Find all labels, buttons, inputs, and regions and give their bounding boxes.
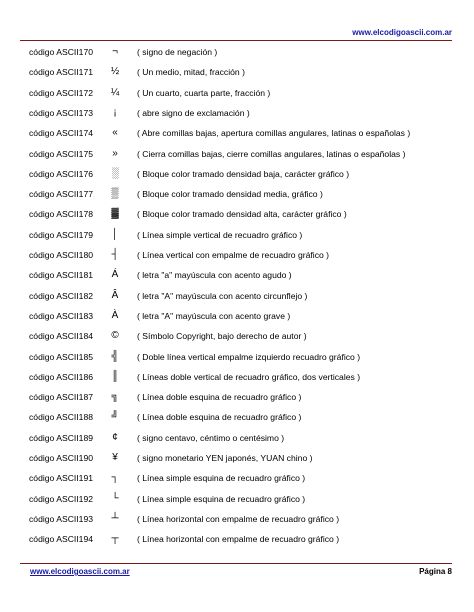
ascii-character: ║ [111,370,119,382]
character-description: ( Bloque color tramado densidad alta, carácter gráfico ) [137,209,347,220]
ascii-code-label: código ASCII194 [29,534,94,545]
ascii-character: À [111,309,119,321]
ascii-character: ▒ [111,188,119,200]
table-row [0,145,474,165]
ascii-code-label: código ASCII191 [29,473,94,484]
ascii-character: ╣ [111,350,119,362]
ascii-code-label: código ASCII172 [29,87,94,98]
table-row [0,408,474,428]
character-description: ( Abre comillas bajas, apertura comillas angulares, latinas o españolas ) [137,128,411,139]
table-row [0,368,474,388]
table-row [0,348,474,368]
ascii-code-label: código ASCII187 [29,392,94,403]
ascii-code-label: código ASCII184 [29,331,94,342]
ascii-code-label: código ASCII183 [29,310,94,321]
character-description: ( signo centavo, céntimo o centésimo ) [137,432,285,443]
ascii-character: ░ [111,167,119,179]
ascii-character: ½ [110,66,120,78]
table-row [0,469,474,489]
ascii-character: ¬ [112,46,118,57]
ascii-code-label: código ASCII173 [29,107,94,118]
ascii-character: ┬ [111,533,119,545]
ascii-code-label: código ASCII188 [29,412,94,423]
ascii-code-label: código ASCII181 [29,270,94,281]
table-row [0,429,474,449]
table-row [0,307,474,327]
character-description: ( Líneas doble vertical de recuadro gráfico, dos verticales ) [137,371,361,382]
ascii-code-label: código ASCII178 [29,209,94,220]
table-row [0,205,474,225]
ascii-character: ¡ [113,106,117,118]
ascii-character: ╝ [111,411,119,423]
character-description: ( abre signo de exclamación ) [137,107,250,118]
ascii-code-label: código ASCII193 [29,513,94,524]
table-row [0,530,474,550]
character-description: ( signo monetario YEN japonés, YUAN chino ) [137,453,313,463]
ascii-code-label: código ASCII177 [29,189,94,200]
ascii-character: « [112,127,118,139]
footer-url-link[interactable]: www.elcodigoascii.com.ar [30,567,130,576]
character-description: ( letra "A" mayúscula con acento circunflejo ) [137,290,308,301]
ascii-code-label: código ASCII176 [29,168,94,179]
ascii-code-label: código ASCII182 [29,290,94,301]
character-description: ( Línea simple esquina de recuadro gráfico ) [137,493,306,504]
character-description: ( letra "A" mayúscula con acento grave ) [137,310,291,321]
page-number: Página 8 [419,567,452,576]
table-row [0,63,474,83]
ascii-character: │ [111,228,119,240]
ascii-code-label: código ASCII192 [29,493,94,504]
ascii-character: © [111,330,119,342]
header-rule [20,40,452,41]
character-description: ( Línea vertical con empalme de recuadro gráfico ) [137,250,330,260]
table-row [0,104,474,124]
table-row [0,165,474,185]
header-url[interactable]: www.elcodigoascii.com.ar [352,28,452,37]
table-row [0,266,474,286]
table-row [0,449,474,469]
character-description: ( Línea horizontal con empalme de recuadro gráfico ) [137,534,340,545]
ascii-character: └ [111,492,119,504]
ascii-character: ¼ [110,86,120,98]
character-description: ( Un cuarto, cuarta parte, fracción ) [137,87,271,98]
ascii-code-label: código ASCII186 [29,371,94,382]
character-description: ( Cierra comillas bajas, cierre comillas angulares, latinas o españolas ) [137,148,406,159]
ascii-code-label: código ASCII179 [29,229,94,240]
table-row [0,490,474,510]
ascii-code-label: código ASCII180 [29,250,94,260]
character-description: ( signo de negación ) [137,47,218,57]
ascii-character: ¥ [112,452,118,463]
ascii-code-label: código ASCII171 [29,67,94,78]
table-row [0,124,474,144]
ascii-character: ╗ [111,391,119,403]
table-row [0,388,474,408]
character-description: ( Línea doble esquina de recuadro gráfico ) [137,392,302,403]
ascii-code-label: código ASCII175 [29,148,94,159]
table-row [0,510,474,530]
table-row [0,327,474,347]
ascii-code-label: código ASCII174 [29,128,94,139]
ascii-character: Á [111,269,119,281]
ascii-character: Â [111,289,119,301]
ascii-code-label: código ASCII189 [29,432,94,443]
character-description: ( Línea horizontal con empalme de recuadro gráfico ) [137,513,340,524]
table-row [0,84,474,104]
character-description: ( Línea doble esquina de recuadro gráfico ) [137,412,302,423]
ascii-character: ┐ [111,472,119,484]
character-description: ( Bloque color tramado densidad media, gráfico ) [137,189,323,200]
ascii-character: ¢ [112,431,118,443]
character-description: ( Línea simple vertical de recuadro gráfico ) [137,229,303,240]
ascii-character: ┴ [111,512,119,524]
ascii-character: » [112,147,118,159]
ascii-code-label: código ASCII170 [29,47,94,57]
ascii-character: ┤ [111,249,119,260]
ascii-code-label: código ASCII185 [29,351,94,362]
table-row [0,185,474,205]
table-row [0,43,474,63]
ascii-character: ▓ [111,208,119,220]
character-description: ( Línea simple esquina de recuadro gráfico ) [137,473,306,484]
character-description: ( Bloque color tramado densidad baja, carácter gráfico ) [137,168,350,179]
character-description: ( letra "a" mayúscula con acento agudo ) [137,270,292,281]
character-description: ( Símbolo Copyright, bajo derecho de autor ) [137,331,307,342]
character-description: ( Doble línea vertical empalme izquierdo recuadro gráfico ) [137,351,361,362]
footer-rule [20,563,452,564]
table-row [0,287,474,307]
table-row [0,246,474,266]
table-row [0,226,474,246]
character-description: ( Un medio, mitad, fracción ) [137,67,245,78]
ascii-code-label: código ASCII190 [29,453,94,463]
